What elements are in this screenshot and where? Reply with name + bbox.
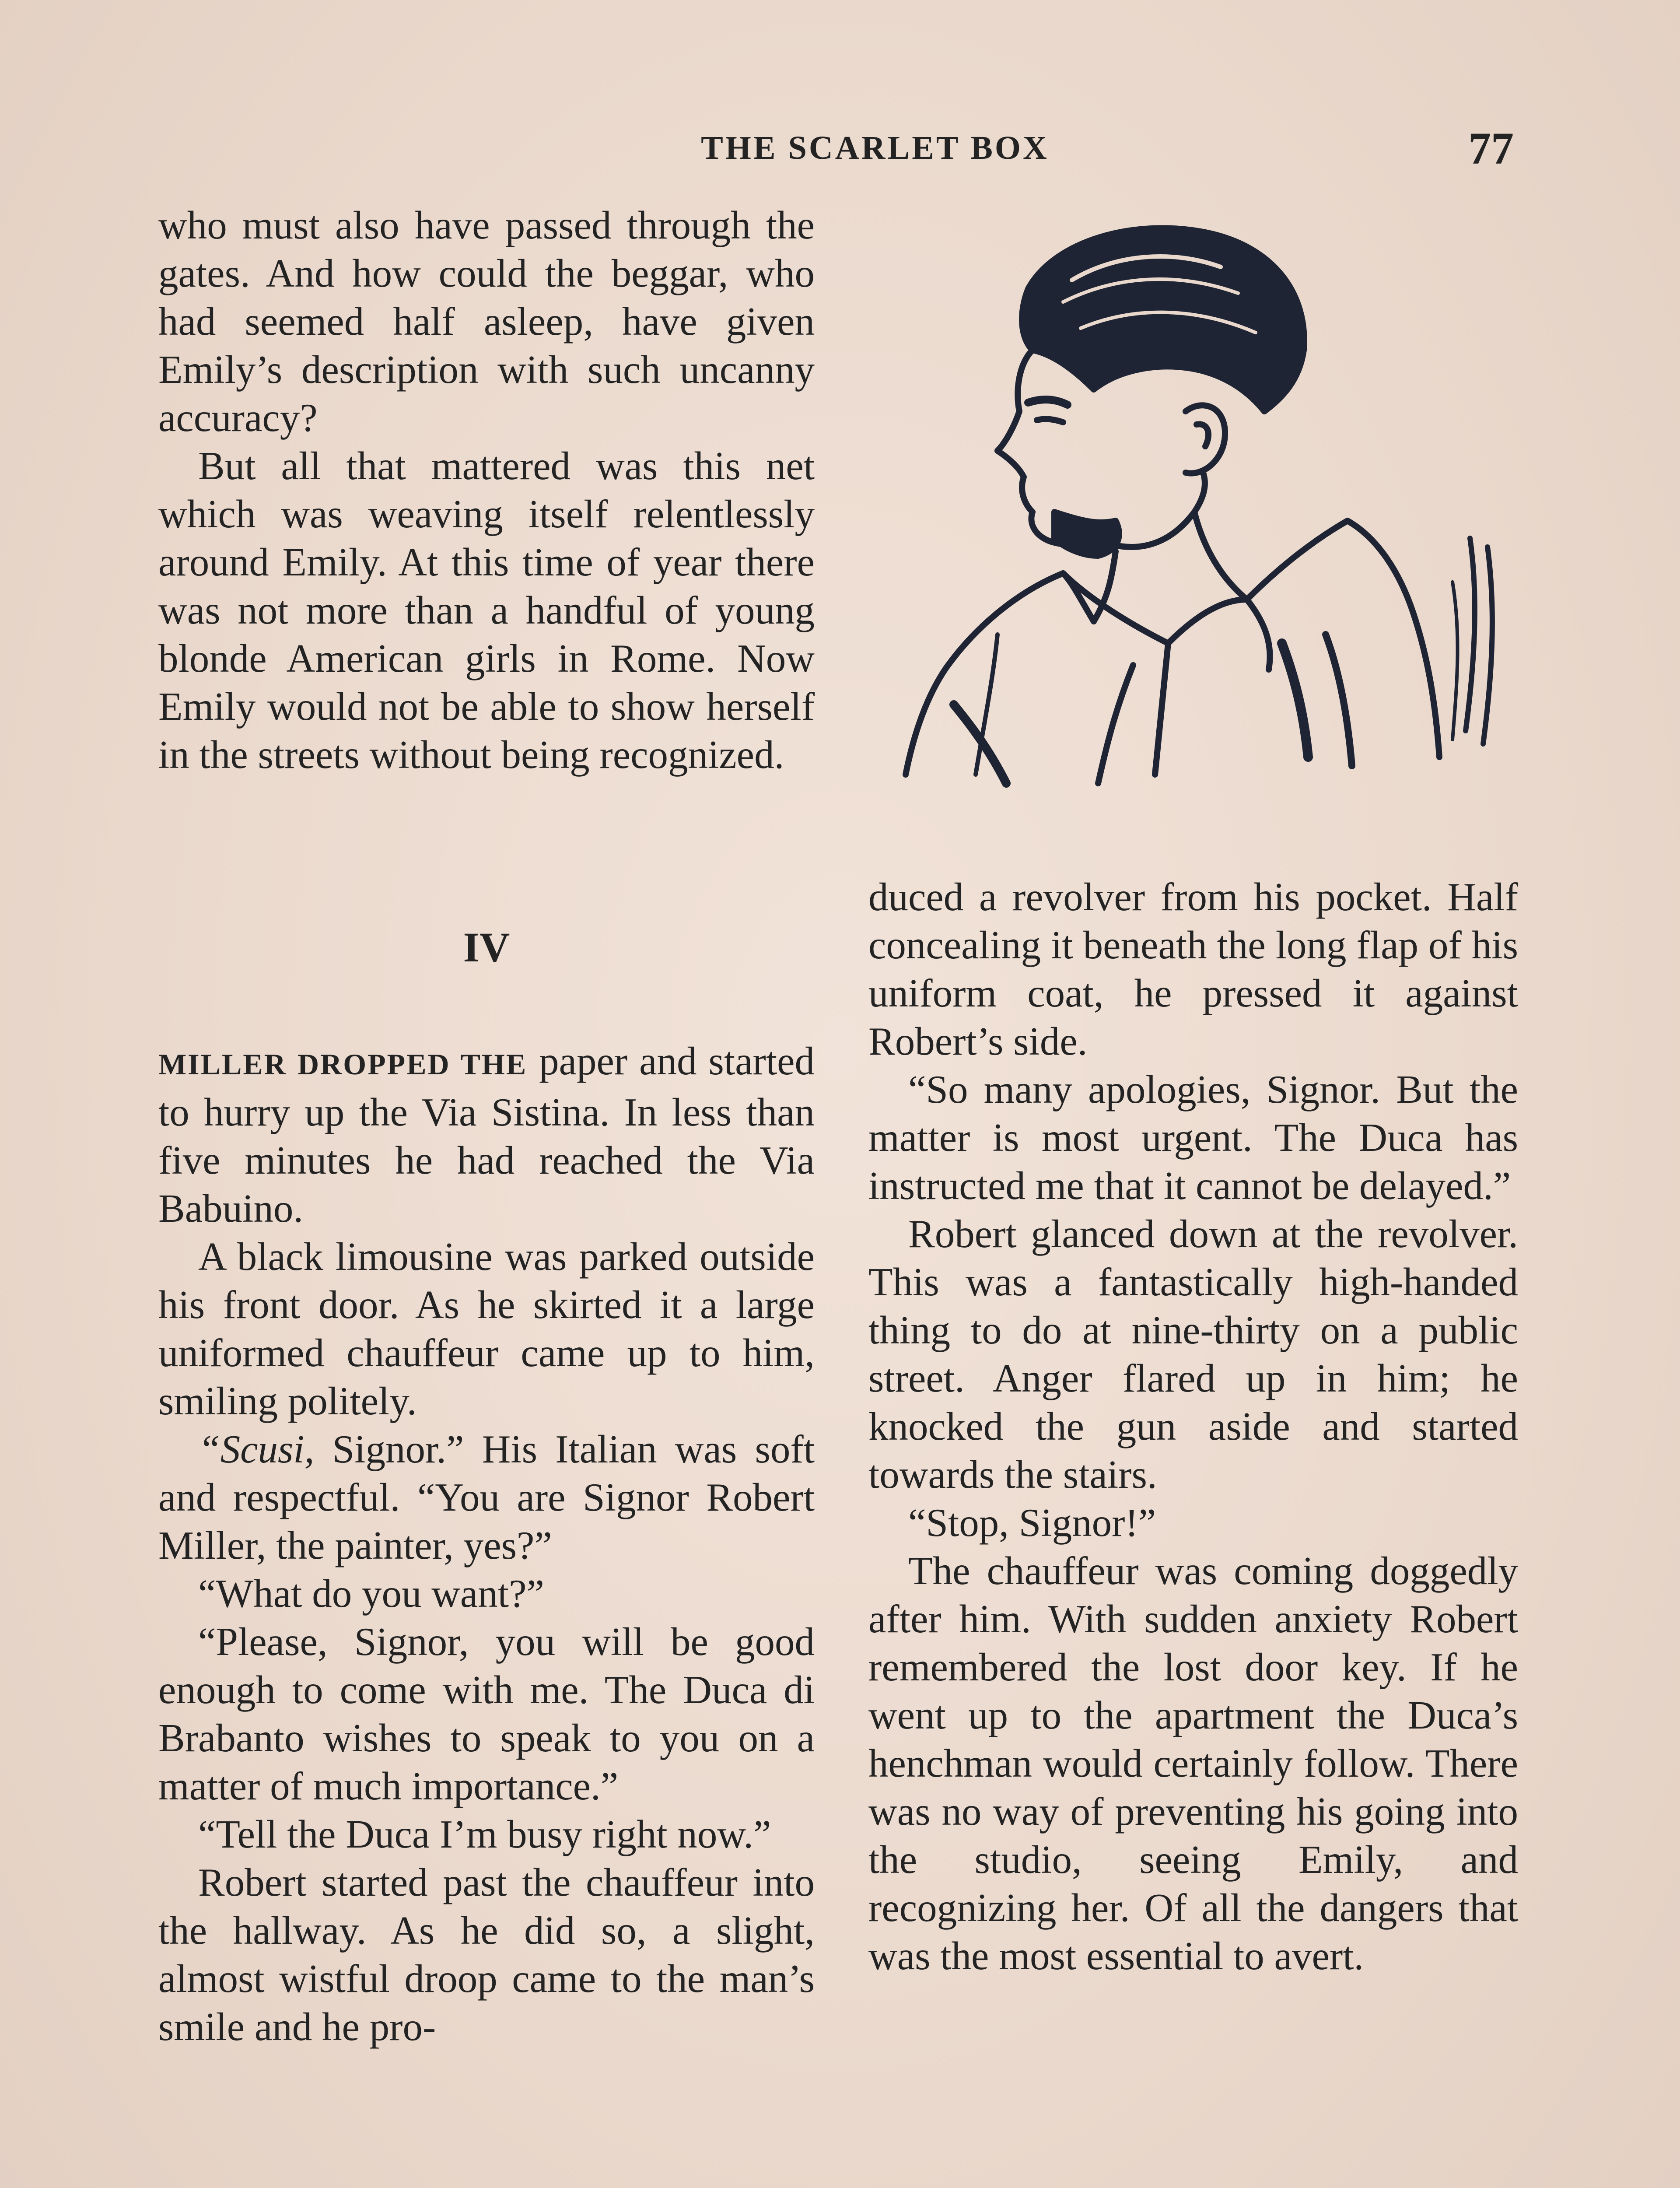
paragraph: who must also have passed through the gates. And how could the beggar, who had seemed half asleep, have given Emily’s description with such uncanny accuracy? [158,203,815,440]
scusi-paragraph [158,1425,815,1570]
page-number: 77 [1468,123,1514,174]
chapter-opening-text: paper and started to hurry up the Via Sistina. In less than five minutes he had reached the Via Babuino. [158,1039,815,1231]
left-column-bottom [158,1037,815,2051]
paragraph: “What do you want?” [198,1571,544,1616]
paragraph: Robert started past the chauffeur into the hallway. As he did so, a slight, almost wistful droop came to the man’s smile and he pro- [158,1860,815,2049]
left-column-top [158,201,815,779]
right-column [868,873,1518,1980]
running-title: THE SCARLET BOX [701,130,1049,166]
chapter-opening-paragraph [158,1037,815,1233]
chapter-lead-in: MILLER DROPPED THE [158,1048,528,1081]
paragraph: “Please, Signor, you will be good enough to come with me. The Duca di Brabanto wishes to speak to you on a matter of much importance.” [158,1620,815,1808]
scusi-paragraph-text: Signor.” His Italian was soft and respectful. “You are Signor Robert Miller, the painter, yes?” [158,1427,815,1567]
paragraph: The chauffeur was coming doggedly after him. With sudden anxiety Robert remembered the lost door key. If he went up to the apartment the Duca’s henchman would certainly follow. There was no way of preventing his going into the studio, seeing Emily, and recognizing her. Of all the dangers that was the most essential to avert. [868,1549,1518,1978]
man-portrait-illustration-icon [888,206,1522,818]
chapter-heading: IV [463,924,510,971]
paragraph: “So many apologies, Signor. But the matter is most urgent. The Duca has instructed me that it cannot be delayed.” [868,1067,1518,1208]
paragraph: “Stop, Signor!” [908,1501,1156,1545]
continuation-paragraph: duced a revolver from his pocket. Half concealing it beneath the long flap of his uniform coat, he pressed it against Robert’s side. [868,875,1518,1063]
paragraph: Robert glanced down at the revolver. This was a fantastically high-handed thing to do at nine-thirty on a public street. Anger flared up in him; he knocked the gun aside and started towards the stairs. [868,1212,1518,1497]
italic-word: “Scusi, [198,1427,315,1471]
paragraph: A black limousine was parked outside his front door. As he skirted it a large uniformed chauffeur came up to him, smiling politely. [158,1234,815,1423]
paragraph: “Tell the Duca I’m busy right now.” [198,1812,771,1856]
paragraph: But all that mattered was this net which was weaving itself relentlessly around Emily. At this time of year there was not more than a handful of young blonde American girls in Rome. Now Emily would not be able to show herself in the streets without being recognized. [158,444,815,777]
